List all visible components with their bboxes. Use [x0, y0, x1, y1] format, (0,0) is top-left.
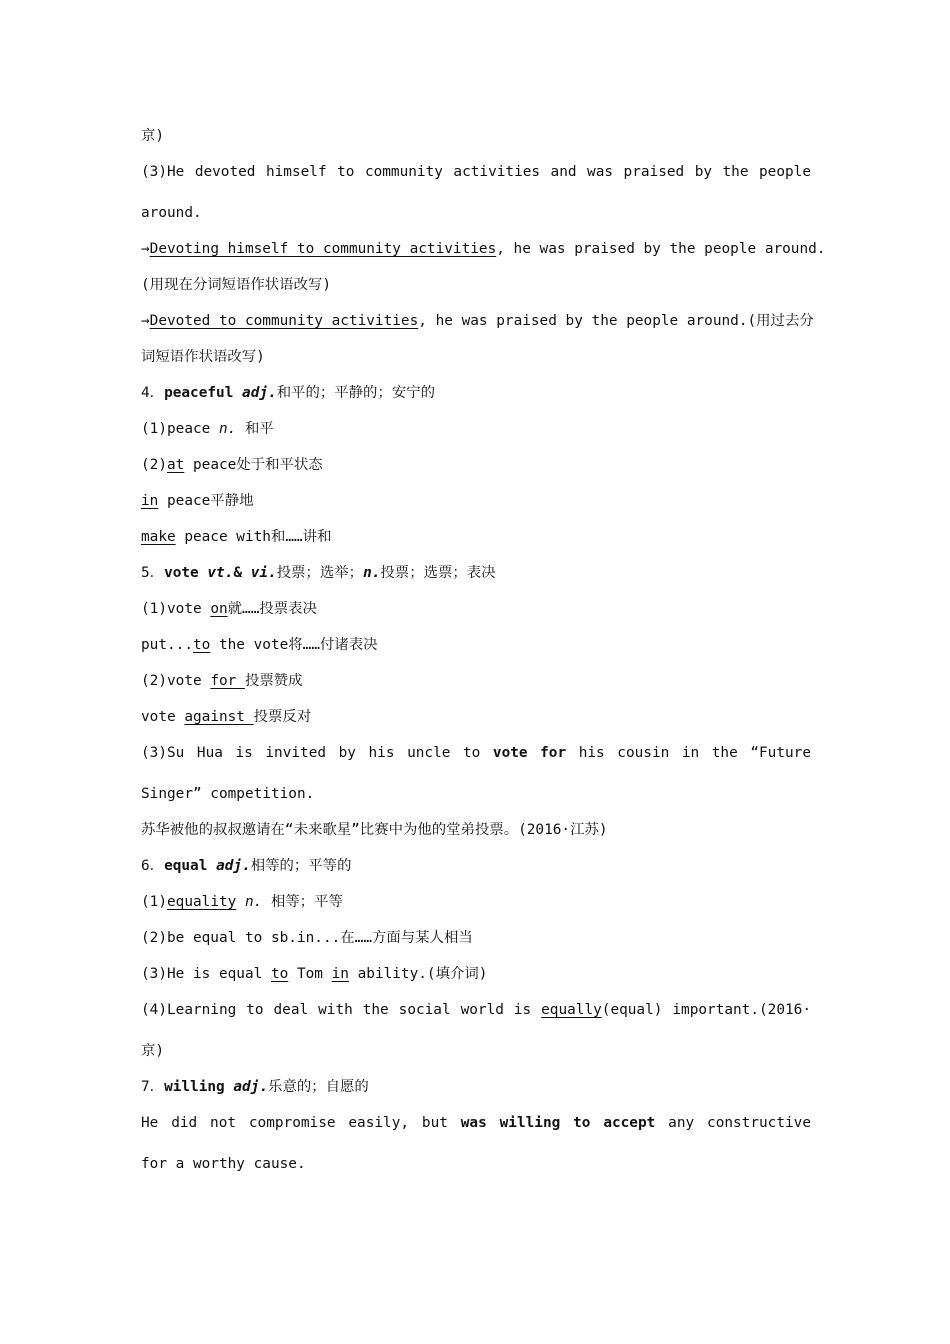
- text-line: around.: [141, 205, 202, 221]
- vocab-heading: 7．willing adj.乐意的；自愿的: [141, 1079, 369, 1095]
- document-page: [141, 118, 826, 1182]
- answer-underlined: in: [331, 966, 349, 982]
- text-line: (1)peace n. 和平: [141, 421, 274, 437]
- text-line: for a worthy cause.: [141, 1156, 306, 1172]
- text-line: He did not compromise easily, but was willing to accept any constructive: [141, 1115, 811, 1131]
- text-line: 词短语作状语改写): [141, 349, 265, 365]
- answer-underlined: on: [210, 601, 228, 617]
- answer-underlined: in: [141, 493, 159, 509]
- answer-underlined: Devoting himself to community activities: [149, 241, 497, 257]
- answer-underlined: for: [210, 673, 245, 689]
- text-line: vote against 投票反对: [141, 709, 312, 725]
- answer-underlined: to: [270, 966, 289, 982]
- text-line: put...to the vote将……付诸表决: [141, 637, 378, 653]
- text-line: make peace with和……讲和: [141, 529, 332, 545]
- answer-underlined: equally: [541, 1002, 602, 1018]
- vocab-heading: 4．peaceful adj.和平的；平静的；安宁的: [141, 385, 436, 401]
- text-line: Singer” competition.: [141, 786, 315, 802]
- text-line: (用现在分词短语作状语改写): [141, 277, 332, 293]
- text-line: →Devoted to community activities, he was praised by the people around.(用过去分: [141, 313, 814, 329]
- text-line: 京): [141, 128, 165, 144]
- answer-underlined: at: [167, 457, 185, 473]
- text-line: (3)He is equal to Tom in ability.(填介词): [141, 966, 488, 982]
- text-line: 京): [141, 1043, 165, 1059]
- answer-underlined: make: [141, 529, 176, 545]
- text-line: (3)Su Hua is invited by his uncle to vote for his cousin in the “Future: [141, 745, 811, 761]
- text-line: (3)He devoted himself to community activities and was praised by the people: [141, 164, 811, 180]
- text-line: (2)at peace处于和平状态: [141, 457, 323, 473]
- text-line: →Devoting himself to community activities, he was praised by the people around.: [141, 241, 826, 257]
- text-line: (4)Learning to deal with the social world is equally(equal) important.(2016·: [141, 1002, 811, 1018]
- text-line: (1)vote on就……投票表决: [141, 601, 317, 617]
- text-line: 苏华被他的叔叔邀请在“未来歌星”比赛中为他的堂弟投票。(2016·江苏): [141, 822, 608, 838]
- text-line: (1)equality n. 相等；平等: [141, 894, 343, 910]
- vocab-heading: 6．equal adj.相等的；平等的: [141, 858, 352, 874]
- text-line: (2)be equal to sb.in...在……方面与某人相当: [141, 930, 473, 946]
- text-line: (2)vote for 投票赞成: [141, 673, 303, 689]
- answer-underlined: Devoted to community activities: [149, 313, 419, 329]
- answer-underlined: equality: [167, 894, 237, 910]
- answer-underlined: to: [192, 637, 211, 653]
- text-line: in peace平静地: [141, 493, 254, 509]
- answer-underlined: against: [184, 709, 254, 725]
- vocab-heading: 5．vote vt.& vi.投票；选举；n.投票；选票；表决: [141, 565, 496, 581]
